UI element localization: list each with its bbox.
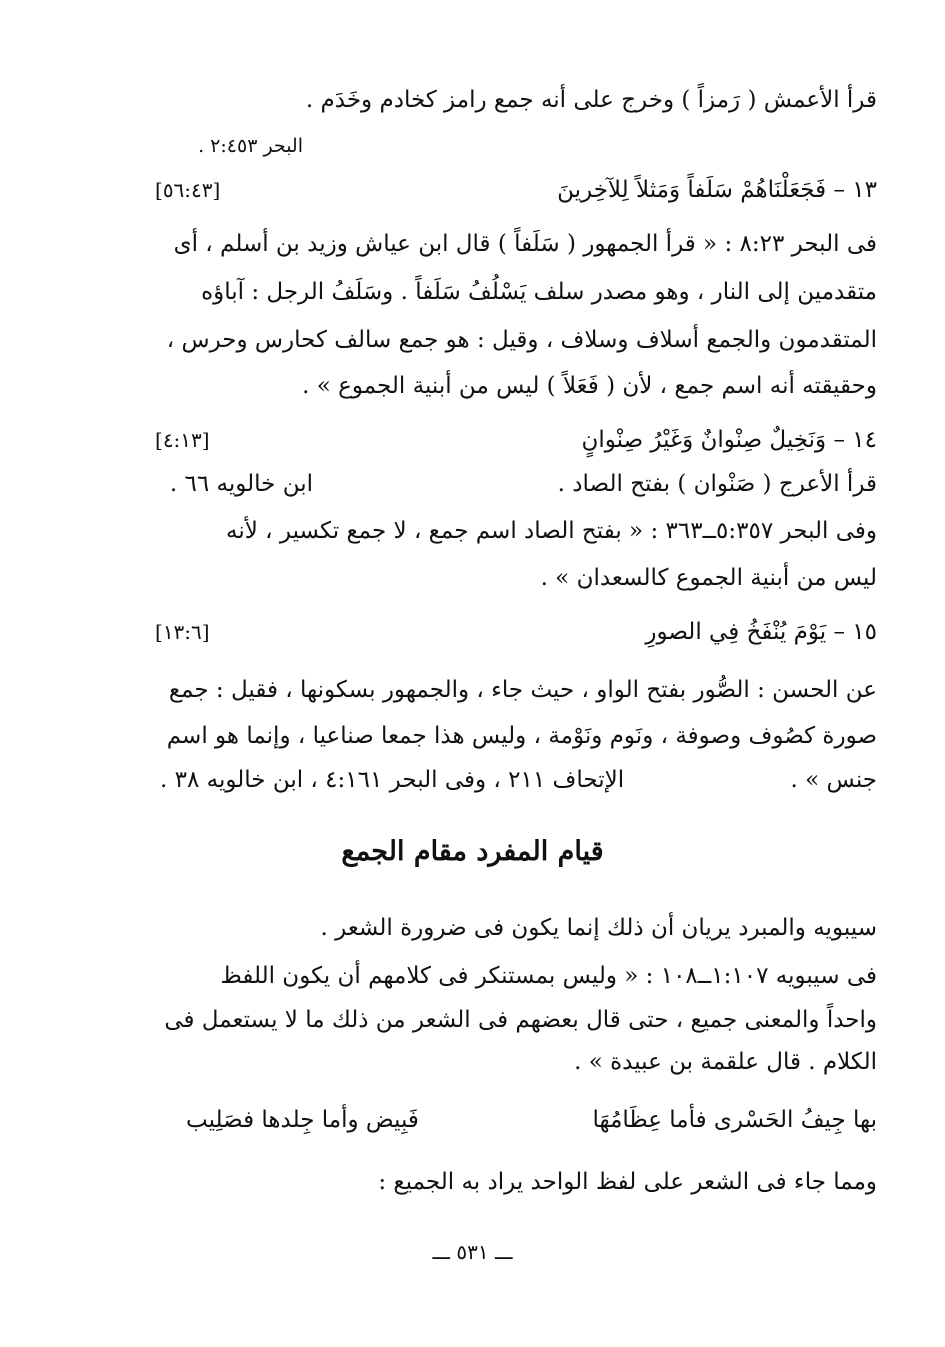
- page-number: ـــ ٥٣١ ـــ: [432, 1240, 513, 1264]
- text-line: ومما جاء فى الشعر على لفظ الواحد يراد به الجميع :: [378, 1169, 877, 1195]
- text-line: وحقيقته أنه اسم جمع ، لأن ( فَعَلاً ) ليس من أبنية الجموع » .: [302, 373, 877, 399]
- text-line: متقدمين إلى النار ، وهو مصدر سلف يَسْلُفُ سَلَفاً . وسَلَفُ الرجل : آباؤه: [201, 279, 877, 305]
- verse-heading: ١٣ – فَجَعَلْنَاهُمْ سَلَفاً وَمَثلاً لِلآخِرينَ: [557, 177, 877, 203]
- text-line: فى سيبويه ١:١٠٧ــ١٠٨ : « وليس بمستنكر فى كلامهم أن يكون اللفظ: [220, 963, 877, 989]
- verse-heading: ١٥ – يَوْمَ يُنْفَخُ فِي الصورِ: [645, 619, 877, 645]
- text-line: وفى البحر ٥:٣٥٧ــ٣٦٣ : « بفتح الصاد اسم جمع ، لا جمع تكسير ، لأنه: [225, 518, 877, 544]
- poem-hemistich-second: فَبِيض وأما جِلدها فصَلِيب: [186, 1107, 419, 1133]
- verse-reference: [١٣:٦]: [155, 620, 210, 644]
- text-line: المتقدمون والجمع أسلاف وسلاف ، وقيل : هو جمع سالف كحارس وحرس ،: [166, 327, 877, 353]
- verse-heading: ١٤ – وَنَخِيلٌ صِنْوانٌ وَغَيْرُ صِنْوانٍ: [581, 427, 877, 453]
- verse-reference: [٥٦:٤٣]: [155, 178, 221, 202]
- verse-reference: [٤:١٣]: [155, 428, 210, 452]
- text-line: فى البحر ٨:٢٣ : « قرأ الجمهور ( سَلَفاً ) قال ابن عياش وزيد بن أسلم ، أى: [173, 231, 877, 257]
- text-line: واحداً والمعنى جميع ، حتى قال بعضهم فى الشعر من ذلك ما لا يستعمل فى: [164, 1007, 877, 1033]
- text-line: جنس » .: [790, 767, 877, 793]
- text-line: الكلام . قال علقمة بن عبيدة » .: [574, 1049, 877, 1075]
- section-heading: قيام المفرد مقام الجمع: [341, 836, 604, 867]
- poem-hemistich-first: بها جِيفُ الحَسْرى فأما عِظَامُهَا: [592, 1107, 877, 1133]
- text-line: عن الحسن : الصُّور بفتح الواو ، حيث جاء ، والجمهور بسكونها ، فقيل : جمع: [168, 677, 877, 703]
- text-line: صورة كصُوف وصوفة ، ونَوم ونَوْمة ، وليس هذا جمعا صناعيا ، وإنما هو اسم: [166, 723, 877, 749]
- source-citation: البحر ٢:٤٥٣ .: [198, 135, 303, 157]
- text-line: قرأ الأعمش ( رَمزاً ) وخرج على أنه جمع رامز كخادم وخَدَم .: [305, 87, 877, 113]
- source-citation: الإتحاف ٢١١ ، وفى البحر ٤:١٦١ ، ابن خالويه ٣٨ .: [160, 767, 625, 793]
- source-citation: ابن خالويه ٦٦ .: [169, 471, 313, 497]
- text-line: ليس من أبنية الجموع كالسعدان » .: [540, 565, 877, 591]
- text-line: سيبويه والمبرد يريان أن ذلك إنما يكون فى ضرورة الشعر .: [320, 915, 877, 941]
- text-line: قرأ الأعرج ( صَنْوان ) بفتح الصاد .: [557, 471, 877, 497]
